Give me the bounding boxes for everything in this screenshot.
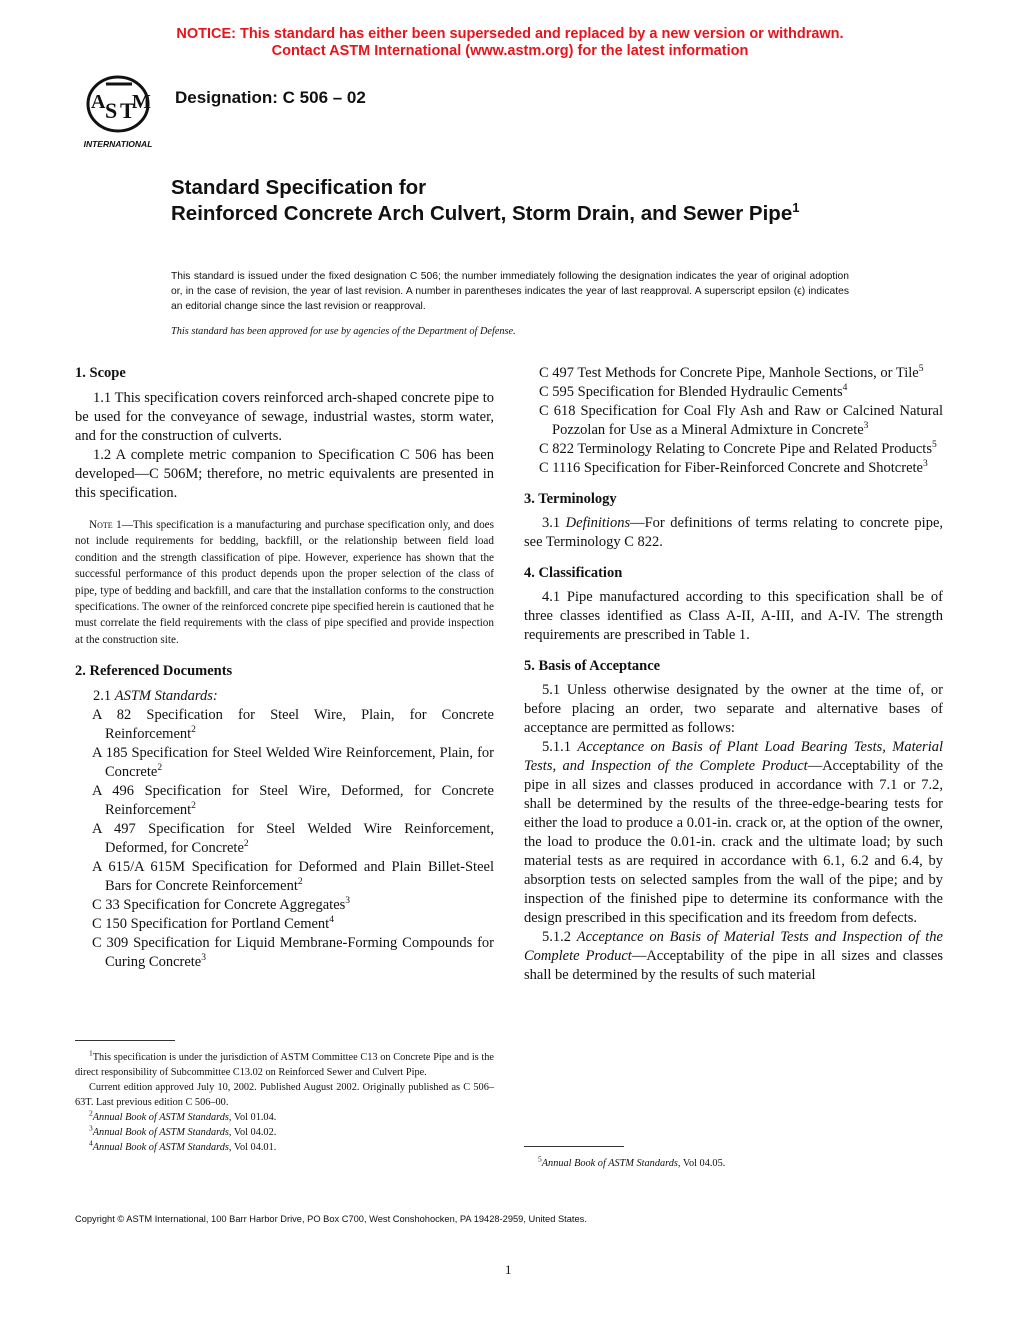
ref-item: A 185 Specification for Steel Welded Wire Reinforcement, Plain, for Concrete$^2$ <box>92 745 494 781</box>
section-1-heading: 1. Scope <box>75 365 126 381</box>
footnote-5: $^5$Annual Book of ASTM Standards, Vol 04.05. <box>538 1154 726 1169</box>
ref-item: C 618 Specification for Coal Fly Ash and Raw or Calcined Natural Pozzolan for Use as a Mineral Admixture in Concrete$^3$ <box>539 403 943 438</box>
acceptance-5-1-2: 5.1.2 Acceptance on Basis of Material Tests and Inspection of the Complete Product—Acceptability of the pipe in all sizes and classes shall be determined by the results of such material <box>524 929 943 983</box>
designation: Designation: C 506 – 02 <box>175 88 366 107</box>
ref-item: C 150 Specification for Portland Cement$^4$ <box>92 915 334 933</box>
footnote-rule-right <box>524 1146 624 1147</box>
notice-line-2: Contact ASTM International (www.astm.org) for the latest information <box>271 43 749 59</box>
title-line-1: Standard Specification for <box>171 176 427 199</box>
footnote-2: $^2$Annual Book of ASTM Standards, Vol 01.04. <box>89 1108 277 1123</box>
footnotes-right <box>524 1156 943 1171</box>
scope-note-1 <box>75 517 494 648</box>
section-5-heading: 5. Basis of Acceptance <box>524 658 661 674</box>
footnotes-left <box>75 1050 494 1155</box>
svg-text:T: T <box>120 98 135 123</box>
acceptance-5-1-1: 5.1.1 Acceptance on Basis of Plant Load Bearing Tests, Material Tests, and Inspection of the Complete Product—Acceptability of the pipe in all sizes and classes produced in accordance with 7.1 or 7.2, shall be determined by the results of the three-edge-bearing tests for either the load to produce a 0.01-in. crack or, at the option of the owner, the load to produce the 0.01-in. crack and the ultimate load; by such material tests as are required in accordance with 6.1, 6.2 and 6.4, by absorption tests on selected samples from the wall of the pipe; and by inspection of the finished pipe to determine its conformance with the design prescribed in this specification and its freedom from defects. <box>524 739 944 926</box>
right-column <box>524 364 943 985</box>
note-label: Note <box>89 519 113 531</box>
acceptance-5-1: 5.1 Unless otherwise designated by the owner at the time of, or before placing an order, two separate and alternative bases of acceptance are permitted as follows: <box>524 682 943 736</box>
ref-item: A 615/A 615M Specification for Deformed and Plain Billet-Steel Bars for Concrete Reinforcement$^2$ <box>92 859 494 895</box>
section-3-heading: 3. Terminology <box>524 491 617 507</box>
astm-standards-label <box>75 687 494 706</box>
ref-item: C 33 Specification for Concrete Aggregates$^3$ <box>92 896 351 914</box>
footnote-4: $^4$Annual Book of ASTM Standards, Vol 04.01. <box>89 1138 277 1153</box>
referenced-documents-list-continued <box>524 364 943 478</box>
footnote-rule-left <box>75 1040 175 1041</box>
ref-item: C 1116 Specification for Fiber-Reinforced Concrete and Shotcrete$^3$ <box>539 459 928 476</box>
issue-note: This standard is issued under the fixed designation C 506; the number immediately following the designation indicates the year of original adoption or, in the case of revision, the year of last revision. A number in parentheses indicates the year of last reapproval. A superscript epsilon (ϵ) indicates an editorial change since the last revision or reapproval. <box>171 271 849 312</box>
ref-item: A 496 Specification for Steel Wire, Deformed, for Concrete Reinforcement$^2$ <box>92 783 494 819</box>
ref-item: C 822 Terminology Relating to Concrete Pipe and Related Products$^5$ <box>539 440 937 457</box>
ref-item: C 497 Test Methods for Concrete Pipe, Manhole Sections, or Tile$^5$ <box>539 364 924 381</box>
ref-item: C 595 Specification for Blended Hydraulic Cements$^4$ <box>539 383 848 400</box>
copyright: Copyright © ASTM International, 100 Barr Harbor Drive, PO Box C700, West Conshohocken, PA 19428-2959, United States. <box>75 1214 587 1224</box>
footnote-3: $^3$Annual Book of ASTM Standards, Vol 04.02. <box>89 1123 277 1138</box>
classification-4-1: 4.1 Pipe manufactured according to this specification shall be of three classes identified as Class A-II, A-III, and A-IV. The strength requirements are prescribed in Table 1. <box>524 589 943 643</box>
svg-text:S: S <box>105 98 118 123</box>
title-footnote-mark: 1 <box>792 200 800 216</box>
left-column <box>75 364 494 972</box>
ref-item: A 82 Specification for Steel Wire, Plain, for Concrete Reinforcement$^2$ <box>92 707 494 743</box>
terminology-3-1: 3.1 Definitions—For definitions of terms relating to concrete pipe, see Terminology C 822. <box>524 515 943 550</box>
title-main: Reinforced Concrete Arch Culvert, Storm Drain, and Sewer Pipe <box>171 202 793 225</box>
document-title <box>171 175 891 227</box>
dod-note: This standard has been approved for use by agencies of the Department of Defense. <box>171 326 516 337</box>
superseded-notice <box>0 26 1020 60</box>
scope-1-1: 1.1 This specification covers reinforced arch-shaped concrete pipe to be used for the conveyance of sewage, industrial wastes, storm water, and for the construction of culverts. <box>75 390 494 444</box>
notice-line-1: NOTICE: This standard has either been superseded and replaced by a new version or withdrawn. <box>176 26 844 42</box>
footnote-1-edition: Current edition approved July 10, 2002. Published August 2002. Originally published as C 506–63T. Last previous edition C 506–00. <box>75 1082 494 1108</box>
astm-standards-text: ASTM Standards: <box>114 688 218 705</box>
footnote-1: $^1$This specification is under the jurisdiction of ASTM Committee C13 on Concrete Pipe and is the direct responsibility of Subcommittee C13.02 on Reinforced Sewer and Culvert Pipe. <box>75 1048 494 1078</box>
ref-item: A 497 Specification for Steel Welded Wire Reinforcement, Deformed, for Concrete$^2$ <box>92 821 494 857</box>
ref-item: C 309 Specification for Liquid Membrane-Forming Compounds for Curing Concrete$^3$ <box>92 935 494 971</box>
svg-text:A: A <box>91 91 106 113</box>
scope-1-2: 1.2 A complete metric companion to Specification C 506 has been developed—C 506M; therefore, no metric equivalents are presented in this specification. <box>75 447 494 501</box>
page-number: 1 <box>505 1262 512 1277</box>
note-text: 1—This specification is a manufacturing and purchase specification only, and does not include requirements for bedding, backfill, or the relationship between field load condition and the strength classification of pipe. However, experience has shown that the successful performance of this product depends upon the proper selection of the class of pipe, type of bedding and backfill, and care that the installation conforms to the construction specifications. The owner of the reinforced concrete pipe specified herein is cautioned that he must correlate the field requirements with the class of pipe specified and provide inspection at the construction site. <box>75 519 494 646</box>
svg-text:M: M <box>132 91 151 113</box>
section-4-heading: 4. Classification <box>524 565 623 581</box>
astm-standards-num: 2.1 <box>93 688 115 705</box>
logo-text: INTERNATIONAL <box>83 139 153 149</box>
astm-logo <box>76 74 160 152</box>
referenced-documents-list <box>75 706 494 972</box>
title-line-2 <box>171 201 891 227</box>
section-2-heading: 2. Referenced Documents <box>75 663 233 680</box>
